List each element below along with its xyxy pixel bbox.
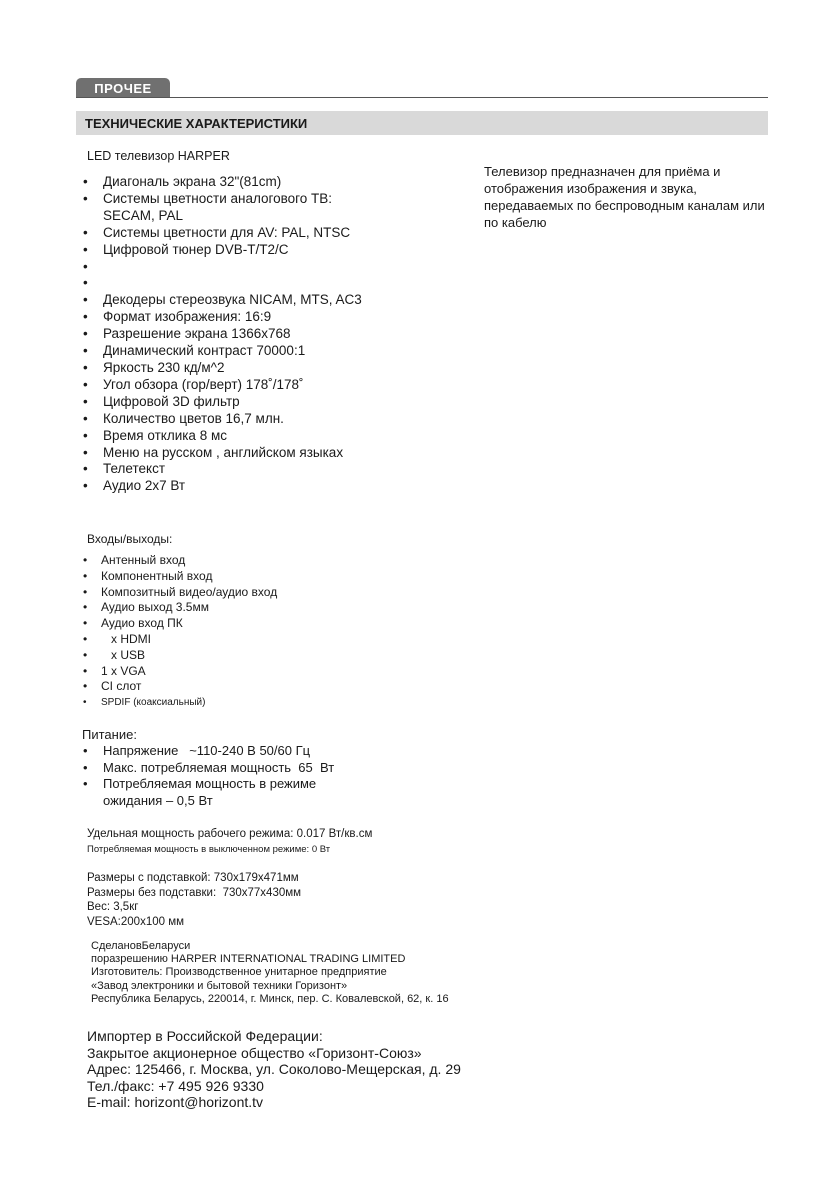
consumption-line: Удельная мощность рабочего режима: 0.017 Вт/кв.см [87, 828, 373, 840]
list-item: • Меню на русском , английском языках [81, 445, 481, 462]
importer-line: Адрес: 125466, г. Москва, ул. Соколово-Мещерская, д. 29 [87, 1061, 461, 1077]
list-item: • Композитный видео/аудио вход [81, 585, 481, 601]
list-item: • SPDIF (коаксиальный) [81, 695, 481, 711]
section-divider [76, 97, 768, 98]
description-text: Телевизор предназначен для приёма и отображения изображения и звука, передаваемых по беспроводным каналам или по кабелю [484, 164, 765, 230]
model-line: LED телевизор HARPER [87, 149, 230, 163]
importer-line: Импортер в Российской Федерации: [87, 1028, 323, 1044]
list-item: • Антенный вход [81, 553, 481, 569]
list-item: • Аудио вход ПК [81, 616, 481, 632]
list-item: • CI слот [81, 679, 481, 695]
io-list [81, 553, 481, 711]
list-item: • Цифровой 3D фильтр [81, 394, 481, 411]
manufacturer-line: Республика Беларусь, 220014, г. Минск, пер. С. Ковалевской, 62, к. 16 [91, 992, 449, 1005]
list-item [81, 275, 481, 292]
list-item: • Разрешение экрана 1366x768 [81, 326, 481, 343]
list-item: • Динамический контраст 70000:1 [81, 343, 481, 360]
list-item: • x USB [81, 648, 481, 664]
importer-line: Закрытое акционерное общество «Горизонт-Союз» [87, 1044, 422, 1061]
list-item: • Яркость 230 кд/м^2 [81, 360, 481, 377]
manufacturer-line: СделановБеларуси [91, 940, 191, 952]
manufacturer-line: поразрешению HARPER INTERNATIONAL TRADING LIMITED [91, 953, 406, 966]
dimensions-line: Вес: 3,5кг [87, 901, 139, 913]
list-item: • x HDMI [81, 632, 481, 648]
features-list [81, 174, 481, 495]
importer-line: Тел./факс: +7 495 926 9330 [87, 1077, 264, 1094]
list-item: • Декодеры стереозвука NICAM, MTS, AC3 [81, 292, 481, 309]
list-item: • Цифровой тюнер DVB-T/T2/C [81, 242, 481, 259]
manufacturer-line: «Завод электроники и бытовой техники Горизонт» [91, 979, 348, 992]
list-item: • Системы цветности для AV: PAL, NTSC [81, 225, 481, 242]
list-item: • Угол обзора (гор/верт) 178˚/178˚ [81, 377, 481, 394]
power-list [81, 743, 481, 809]
list-item: • Аудио 2x7 Вт [81, 478, 481, 495]
io-title: Входы/выходы: [87, 532, 173, 546]
consumption-line: Потребляемая мощность в выключенном режиме: 0 Вт [87, 844, 331, 855]
list-item: • Системы цветности аналогового ТВ: SECAM, PAL [81, 191, 481, 225]
manufacturer-info [91, 940, 449, 1006]
manufacturer-line: Изготовитель: Производственное унитарное предприятие [91, 966, 387, 979]
list-item: • Формат изображения: 16:9 [81, 309, 481, 326]
dimensions-info [87, 871, 301, 929]
importer-info [87, 1028, 461, 1111]
power-title: Питание: [82, 727, 137, 742]
importer-email[interactable]: E-mail: horizont@horizont.tv [87, 1094, 264, 1110]
list-item: • Напряжение ~110-240 В 50/60 Гц [81, 743, 481, 760]
dimensions-line: Размеры без подставки: 730x77x430мм [87, 886, 302, 899]
dimensions-line: Размеры с подставкой: 730x179x471мм [87, 872, 299, 884]
list-item: • Диагональ экрана 32"(81cm) [81, 174, 481, 191]
list-item: • Компонентный вход [81, 569, 481, 585]
list-item: • 1 x VGA [81, 664, 481, 680]
consumption-info [87, 827, 372, 857]
list-item: • Телетекст [81, 461, 481, 478]
list-item: • Аудио выход 3.5мм [81, 600, 481, 616]
section-tab-other: ПРОЧЕЕ [76, 78, 170, 98]
dimensions-line: VESA:200x100 мм [87, 915, 185, 928]
list-item: • Время отклика 8 мс [81, 428, 481, 445]
list-item: • Количество цветов 16,7 млн. [81, 411, 481, 428]
list-item: • Макс. потребляемая мощность 65 Вт [81, 760, 481, 777]
list-item: • Потребляемая мощность в режиме ожидания – 0,5 Вт [81, 776, 481, 809]
specs-heading: ТЕХНИЧЕСКИЕ ХАРАКТЕРИСТИКИ [76, 111, 768, 135]
list-item [81, 259, 481, 276]
